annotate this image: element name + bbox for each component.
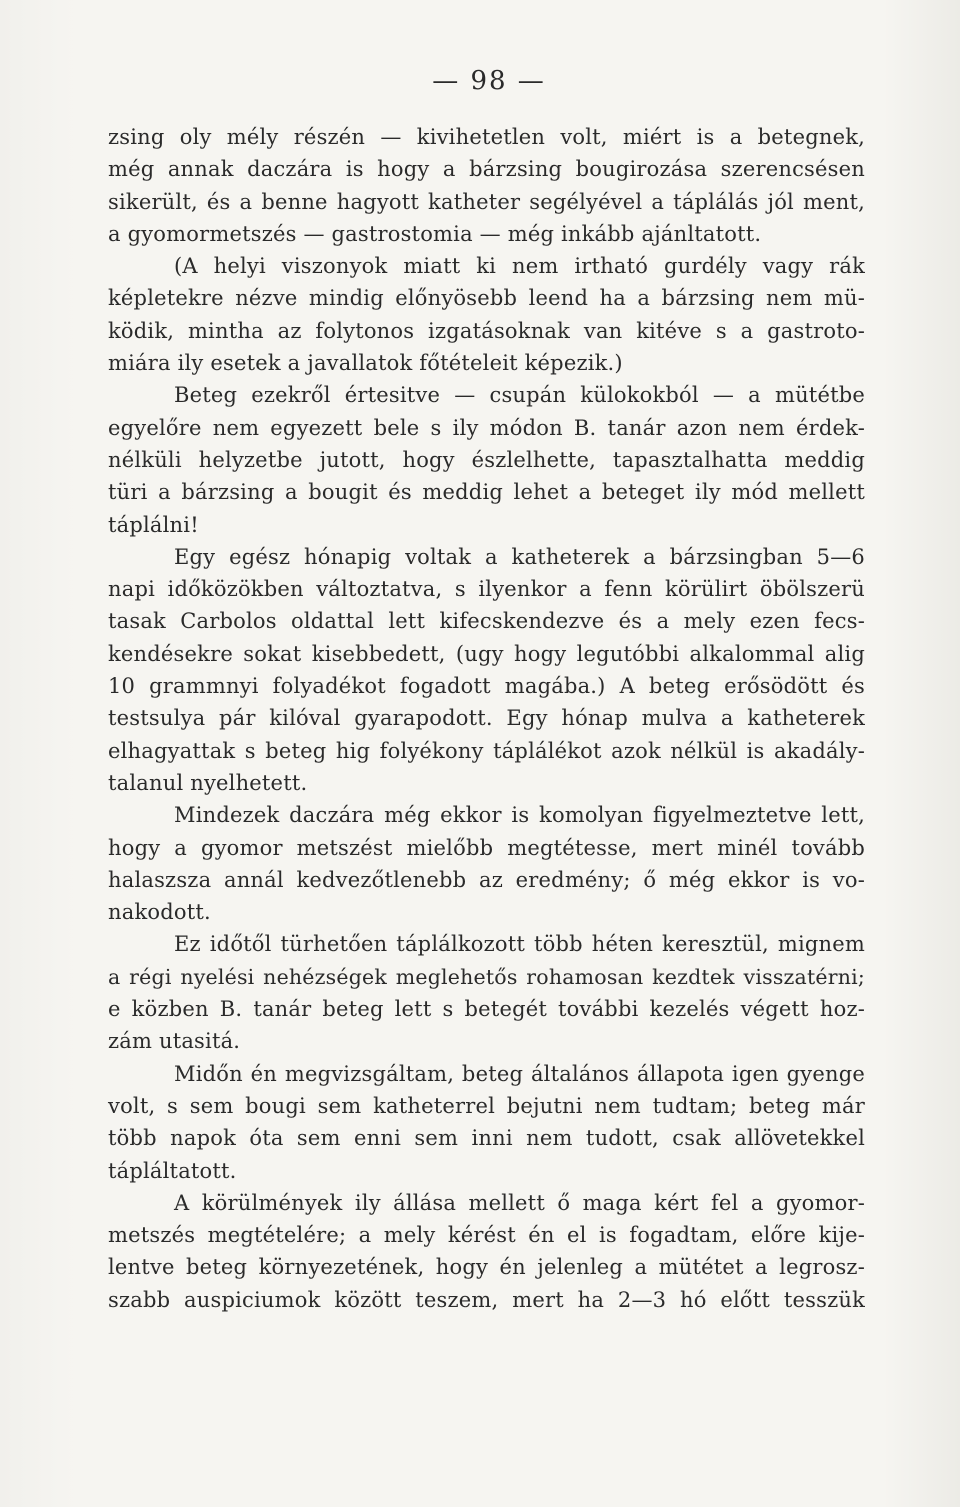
text-line: metszés megtételére; a mely kérést én el is fogadtam, előre kije- [108, 1223, 865, 1248]
text-line: ködik, mintha az folytonos izgatásoknak van kitéve s a gastroto- [108, 318, 865, 343]
text-line: táplálni! [108, 512, 199, 537]
text-line: nakodott. [108, 900, 211, 925]
text-line: volt, s sem bougi sem katheterrel bejutni nem tudtam; beteg már [108, 1093, 865, 1118]
page-number: — 98 — [432, 66, 546, 96]
text-line: sikerült, és a benne hagyott katheter segélyével a táplálás jól ment, [108, 189, 865, 214]
text-line: talanul nyelhetett. [108, 770, 308, 795]
text-line: szabb auspiciumok között teszem, mert ha 2—3 hó előtt tesszük [108, 1287, 865, 1312]
text-line: képletekre nézve mindig előnyösebb leend ha a bárzsing nem mü- [108, 286, 865, 311]
text-line: Mindezek daczára még ekkor is komolyan figyelmeztetve lett, [174, 803, 865, 828]
text-line: Midőn én megvizsgáltam, beteg általános állapota igen gyenge [174, 1061, 865, 1086]
text-line: Egy egész hónapig voltak a katheterek a bárzsingban 5—6 [174, 544, 865, 569]
text-line: zsing oly mély részén — kivihetetlen volt, miért is a betegnek, [108, 125, 865, 149]
text-line: a régi nyelési nehézségek meglehetős rohamosan kezdtek visszatérni; [108, 964, 865, 989]
text-line: 10 grammnyi folyadékot fogadott magába.) A beteg erősödött és [108, 674, 865, 699]
text-line: zám utasitá. [108, 1029, 241, 1054]
text-line: nélküli helyzetbe jutott, hogy észlelhette, tapasztalhatta meddig [108, 447, 865, 472]
text-line: elhagyattak s beteg hig folyékony táplálékot azok nélkül is akadály- [108, 738, 865, 763]
text-line: halaszsza annál kedvezőtlenebb az eredmény; ő még ekkor is vo- [108, 867, 865, 892]
text-line: e közben B. tanár beteg lett s betegét további kezelés végett hoz- [108, 997, 865, 1022]
text-line: Beteg ezekről értesitve — csupán külokokból — a mütétbe [174, 383, 865, 408]
text-line: tápláltatott. [108, 1158, 237, 1183]
text-line: A körülmények ily állása mellett ő maga kért fel a gyomor- [174, 1190, 865, 1215]
text-line: Ez időtől türhetően táplálkozott több héten keresztül, mignem [174, 932, 865, 957]
text-line: kendésekre sokat kisebbedett, (ugy hogy legutóbbi alkalommal alig [108, 641, 865, 666]
text-line: egyelőre nem egyezett bele s ily módon B. tanár azon nem érdek- [108, 415, 865, 440]
text-line: (A helyi viszonyok miatt ki nem irtható gurdély vagy rák [174, 254, 865, 279]
text-line: hogy a gyomor metszést mielőbb megtétesse, mert minél tovább [108, 835, 865, 860]
text-line: miára ily esetek a javallatok főtételeit képezik.) [108, 351, 623, 376]
text-line: türi a bárzsing a bougit és meddig lehet a beteget ily mód mellett [108, 480, 865, 505]
text-line: több napok óta sem enni sem inni nem tudott, csak allövetekkel [108, 1126, 865, 1151]
text-line: a gyomormetszés — gastrostomia — még inkább ajánltatott. [108, 221, 762, 246]
text-line: napi időközökben változtatva, s ilyenkor a fenn körülirt öbölszerü [108, 577, 865, 602]
body-text [108, 121, 865, 1316]
text-line: tasak Carbolos oldattal lett kifecskendezve és a mely ezen fecs- [108, 609, 865, 634]
text-line: még annak daczára is hogy a bárzsing bougirozása szerencsésen [108, 157, 865, 182]
text-line: lentve beteg környezetének, hogy én jelenleg a mütétet a legrosz- [108, 1255, 865, 1280]
text-line: testsulya pár kilóval gyarapodott. Egy hónap mulva a katheterek [108, 706, 865, 731]
